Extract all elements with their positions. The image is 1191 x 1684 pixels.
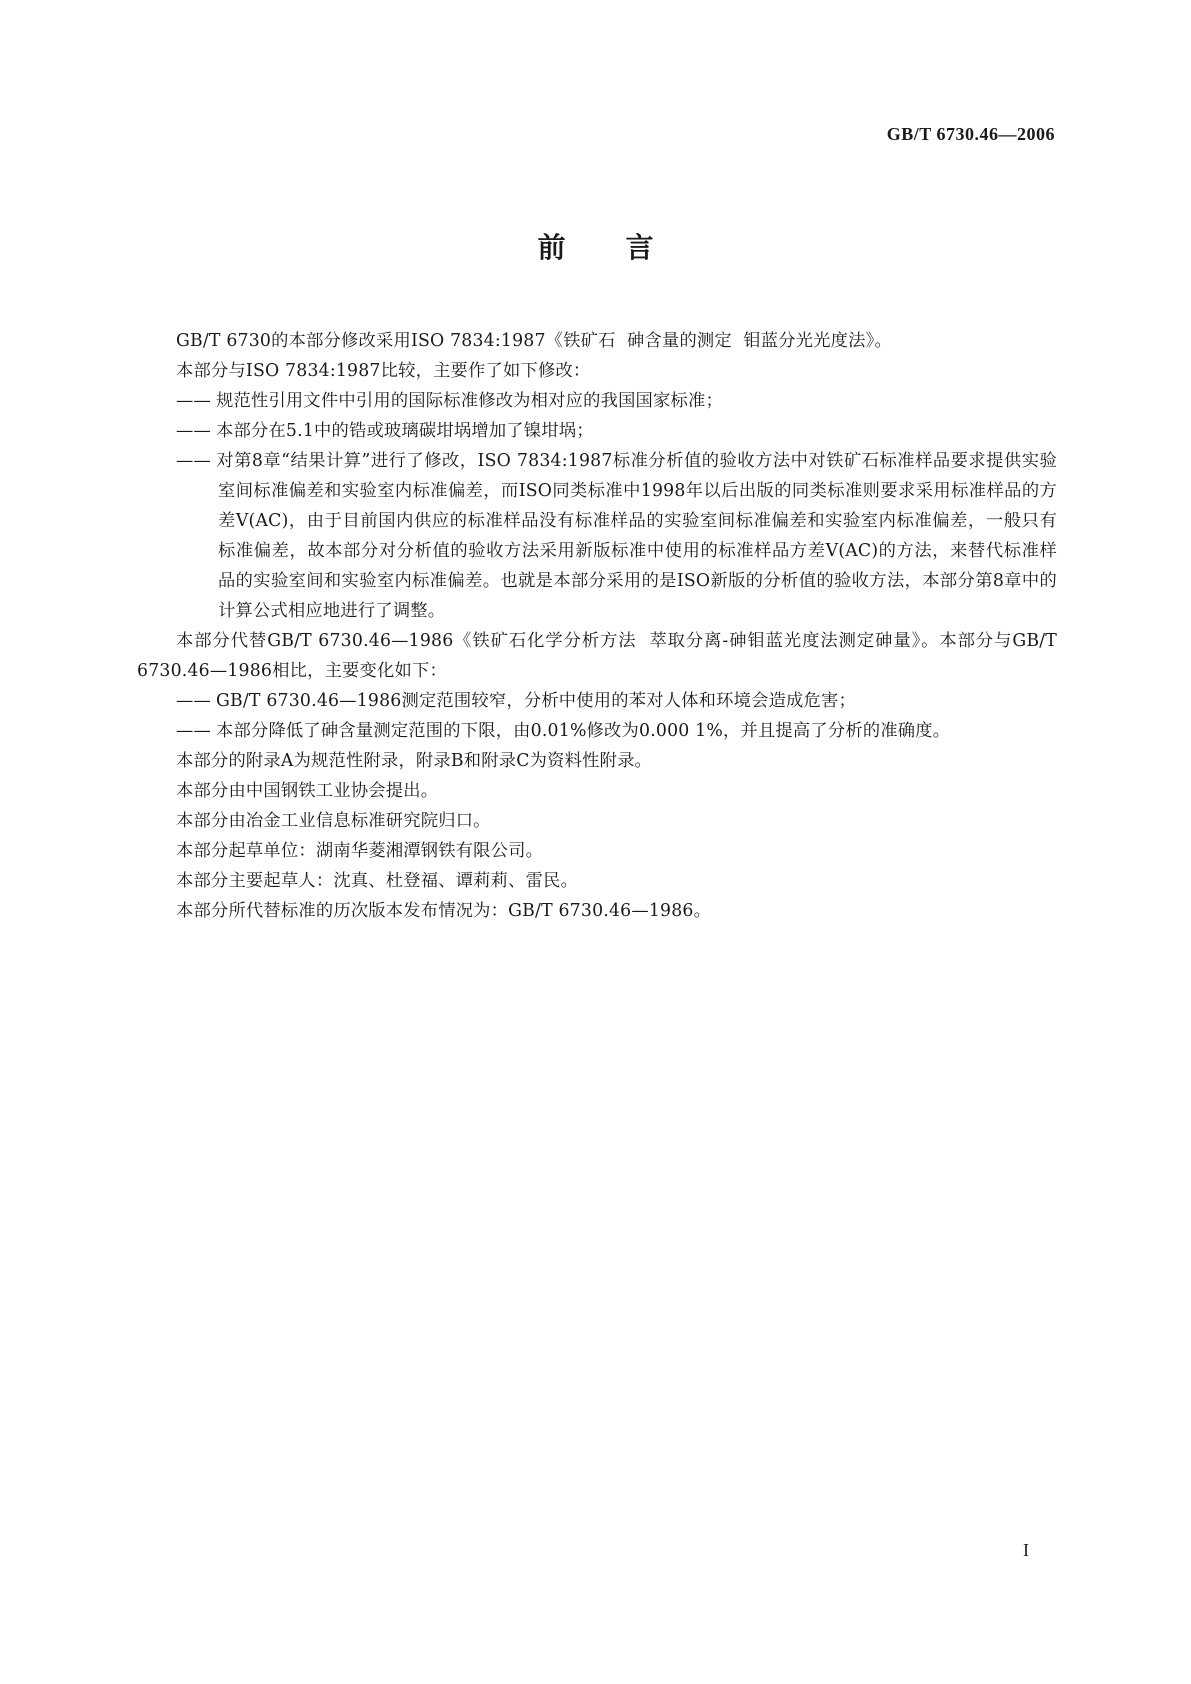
paragraph: 本部分代替GB/T 6730.46—1986《铁矿石化学分析方法 萃取分离-砷钼蓝光度法测定砷量》。本部分与GB/T 6730.46—1986相比，主要变化如下： <box>137 631 1063 681</box>
list-item-text: 规范性引用文件中引用的国际标准修改为相对应的我国国家标准； <box>216 391 723 411</box>
paragraph: 本部分主要起草人：沈真、杜登福、谭莉莉、雷民。 <box>176 871 579 891</box>
paragraph: 本部分由中国钢铁工业协会提出。 <box>176 781 439 801</box>
list-item-text: 本部分在5.1中的锆或玻璃碳坩埚增加了镍坩埚； <box>216 421 594 441</box>
page-title <box>0 226 1191 266</box>
list-dash: —— <box>176 691 211 711</box>
standard-number: GB/T 6730.46—2006 <box>886 124 1055 144</box>
title-char-1: 前 <box>537 231 566 264</box>
foreword-body <box>137 326 1063 926</box>
list-item-text: 本部分降低了砷含量测定范围的下限，由0.01%修改为0.000 1%，并且提高了分析的准确度。 <box>216 721 951 741</box>
paragraph: 本部分起草单位：湖南华菱湘潭钢铁有限公司。 <box>176 841 544 861</box>
paragraph: 本部分所代替标准的历次版本发布情况为：GB/T 6730.46—1986。 <box>176 901 712 921</box>
paragraph: 本部分与ISO 7834:1987比较，主要作了如下修改： <box>176 361 591 381</box>
paragraph: 本部分由冶金工业信息标准研究院归口。 <box>176 811 491 831</box>
list-dash: —— <box>176 421 211 441</box>
list-dash: —— <box>176 451 211 471</box>
list-item <box>137 386 1057 416</box>
page-number: I <box>1023 1540 1029 1560</box>
list-item <box>137 446 1057 626</box>
paragraph: 本部分的附录A为规范性附录，附录B和附录C为资料性附录。 <box>176 751 653 771</box>
list-item-text: 对第8章“结果计算”进行了修改，ISO 7834:1987标准分析值的验收方法中对铁矿石标准样品要求提供实验室间标准偏差和实验室内标准偏差，而ISO同类标准中1998年以后出版的同类标准则要求采用标准样品的方差V(AC)，由于目前国内供应的标准样品没有标准样品的实验室间标准偏差和实验室内标准偏差，一般只有标准偏差，故本部分对分析值的验收方法采用新版标准中使用的标准样品方差V(AC)的方法，来替代标准样品的实验室间和实验室内标准偏差。也就是本部分采用的是ISO新版的分析值的验收方法，本部分第8章中的计算公式相应地进行了调整。 <box>216 451 1057 621</box>
list-dash: —— <box>176 391 211 411</box>
list-dash: —— <box>176 721 211 741</box>
list-item <box>137 686 1057 716</box>
paragraph: GB/T 6730的本部分修改采用ISO 7834:1987《铁矿石 砷含量的测定 钼蓝分光光度法》。 <box>176 331 892 351</box>
list-item <box>137 716 1057 746</box>
list-item <box>137 416 1057 446</box>
title-char-2: 言 <box>625 231 654 264</box>
list-item-text: GB/T 6730.46—1986测定范围较窄，分析中使用的苯对人体和环境会造成危害； <box>216 691 856 711</box>
